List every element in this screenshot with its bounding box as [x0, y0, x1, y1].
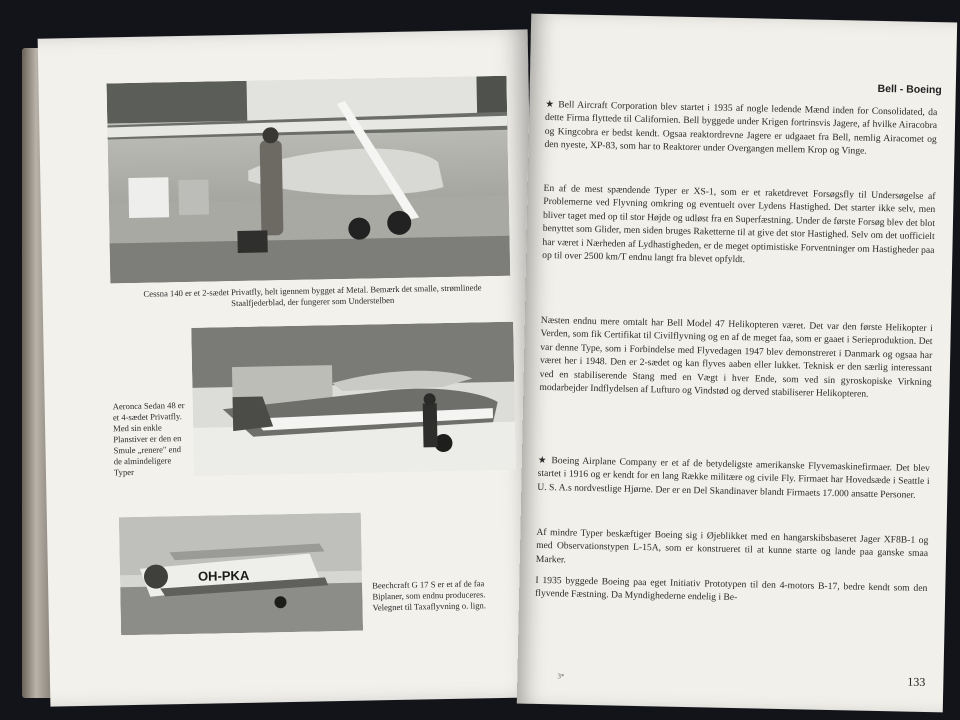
photo-cessna-140 — [107, 76, 511, 284]
page-header: Bell - Boeing — [877, 82, 942, 97]
left-page — [38, 29, 541, 706]
footer-mark: 3* — [557, 672, 565, 681]
right-page — [517, 14, 957, 713]
boeing-paragraph-2: Af mindre Typer beskæftiger Boeing sig i Øjeblikket med en hangarskibsbaseret Jager XF8B-1 og med Observationstypen L-15A, som er konstrueret til at kunne starte og lande paa ganske smaa Marker. — [535, 526, 929, 566]
plane-registration-text: OH-PKA — [197, 567, 250, 584]
bell-paragraph-3: Næsten endnu mere omtalt har Bell Model 47 Helikopteren været. Det var den første Helikopter i Verden, som fik Certifikat til Civilflyvning og en af de meget faa, som er gaaet i Serieproduktion. Det var denne Type, som i Forbindelse med Flyvedagen 1947 blev demonstreret i Danmark og ogsaa har været her i 1948. Den er 2-sædet og kan flyves aaben eller lukket. Teknisk er den særlig interessant ved en stabiliserende Stang med en Vægt i hver Ende, som ved sin gyroskopiske Virkning modarbejder Indflydelsen af Lufturo og Vindstød og derved stabiliserer Helikopteren. — [539, 314, 933, 400]
photo-beechcraft-caption: Beechcraft G 17 S er et af de faa Biplaner, som endnu produceres. Velegnet til Taxaflyvning o. lign. — [372, 578, 487, 613]
photo-beechcraft-g17s — [119, 513, 363, 636]
boeing-paragraph-1: ★ Boeing Airplane Company er et af de betydeligste amerikanske Flyvemaskinefirmaer. Det blev startet i 1916 og er kendt for en lang Række militære og civile Fly. Firmaet har Hovedsæde i Seattle i U. S. A.s nordvestlige Hjørne. Der er en Del Skandinaver blandt Firmaets 17.000 ansatte Personer. — [537, 454, 930, 501]
photo-cessna-caption: Cessna 140 er et 2-sædet Privatfly, helt igennem bygget af Metal. Bemærk det smalle, strømlinede Staalfjederblad, der fungerer som Understelben — [143, 282, 482, 309]
page-number: 133 — [907, 674, 926, 690]
boeing-paragraph-3: I 1935 byggede Boeing paa eget Initiativ Prototypen til den 4-motors B-17, bedre kendt som den flyvende Fæstning. Da Myndighederne endelig i Be- — [535, 574, 928, 604]
bell-paragraph-2: En af de mest spændende Typer er XS-1, som er et raketdrevet Forsøgsfly til Undersøgelse af Problemerne ved Flyvning omkring og eventuelt over Lydens Hastighed. Det starter ikke selv, men bliver taget med op til stor Højde og udløst fra en Superfæstning. Under de første Forsøg blev det blot benyttet som Glider, men siden bruges Raketterne til at give det stor Hastighed. Selv om det uofficielt har været i Nærheden af Lydhastigheden, er de meget optimistiske Forventninger om Hastigheder paa op til over 2500 km/T endnu langt fra blevet opfyldt. — [542, 182, 936, 266]
photo-aeronca-caption: Aeronca Sedan 48 er et 4-sædet Privatfly. Med sin enkle Planstiver er den en Smule „renere" end de almindeligere Typer — [112, 400, 185, 478]
photo-aeronca-sedan — [191, 322, 516, 476]
bell-paragraph-1: ★ Bell Aircraft Corporation blev startet i 1935 af nogle ledende Mænd inden for Consolidated, da dette Firma flyttede til Californien. Bell byggede under Krigen fortrinsvis Jagere, af hvilke Airacobra og Kingcobra er bedst kendt. Ogsaa reaktordrevne Jagere er udgaaet fra Bell, nemlig Airacomet og den nyeste, XP-83, som har to Reaktorer under Overgangen mellem Krop og Vinge. — [544, 98, 938, 157]
